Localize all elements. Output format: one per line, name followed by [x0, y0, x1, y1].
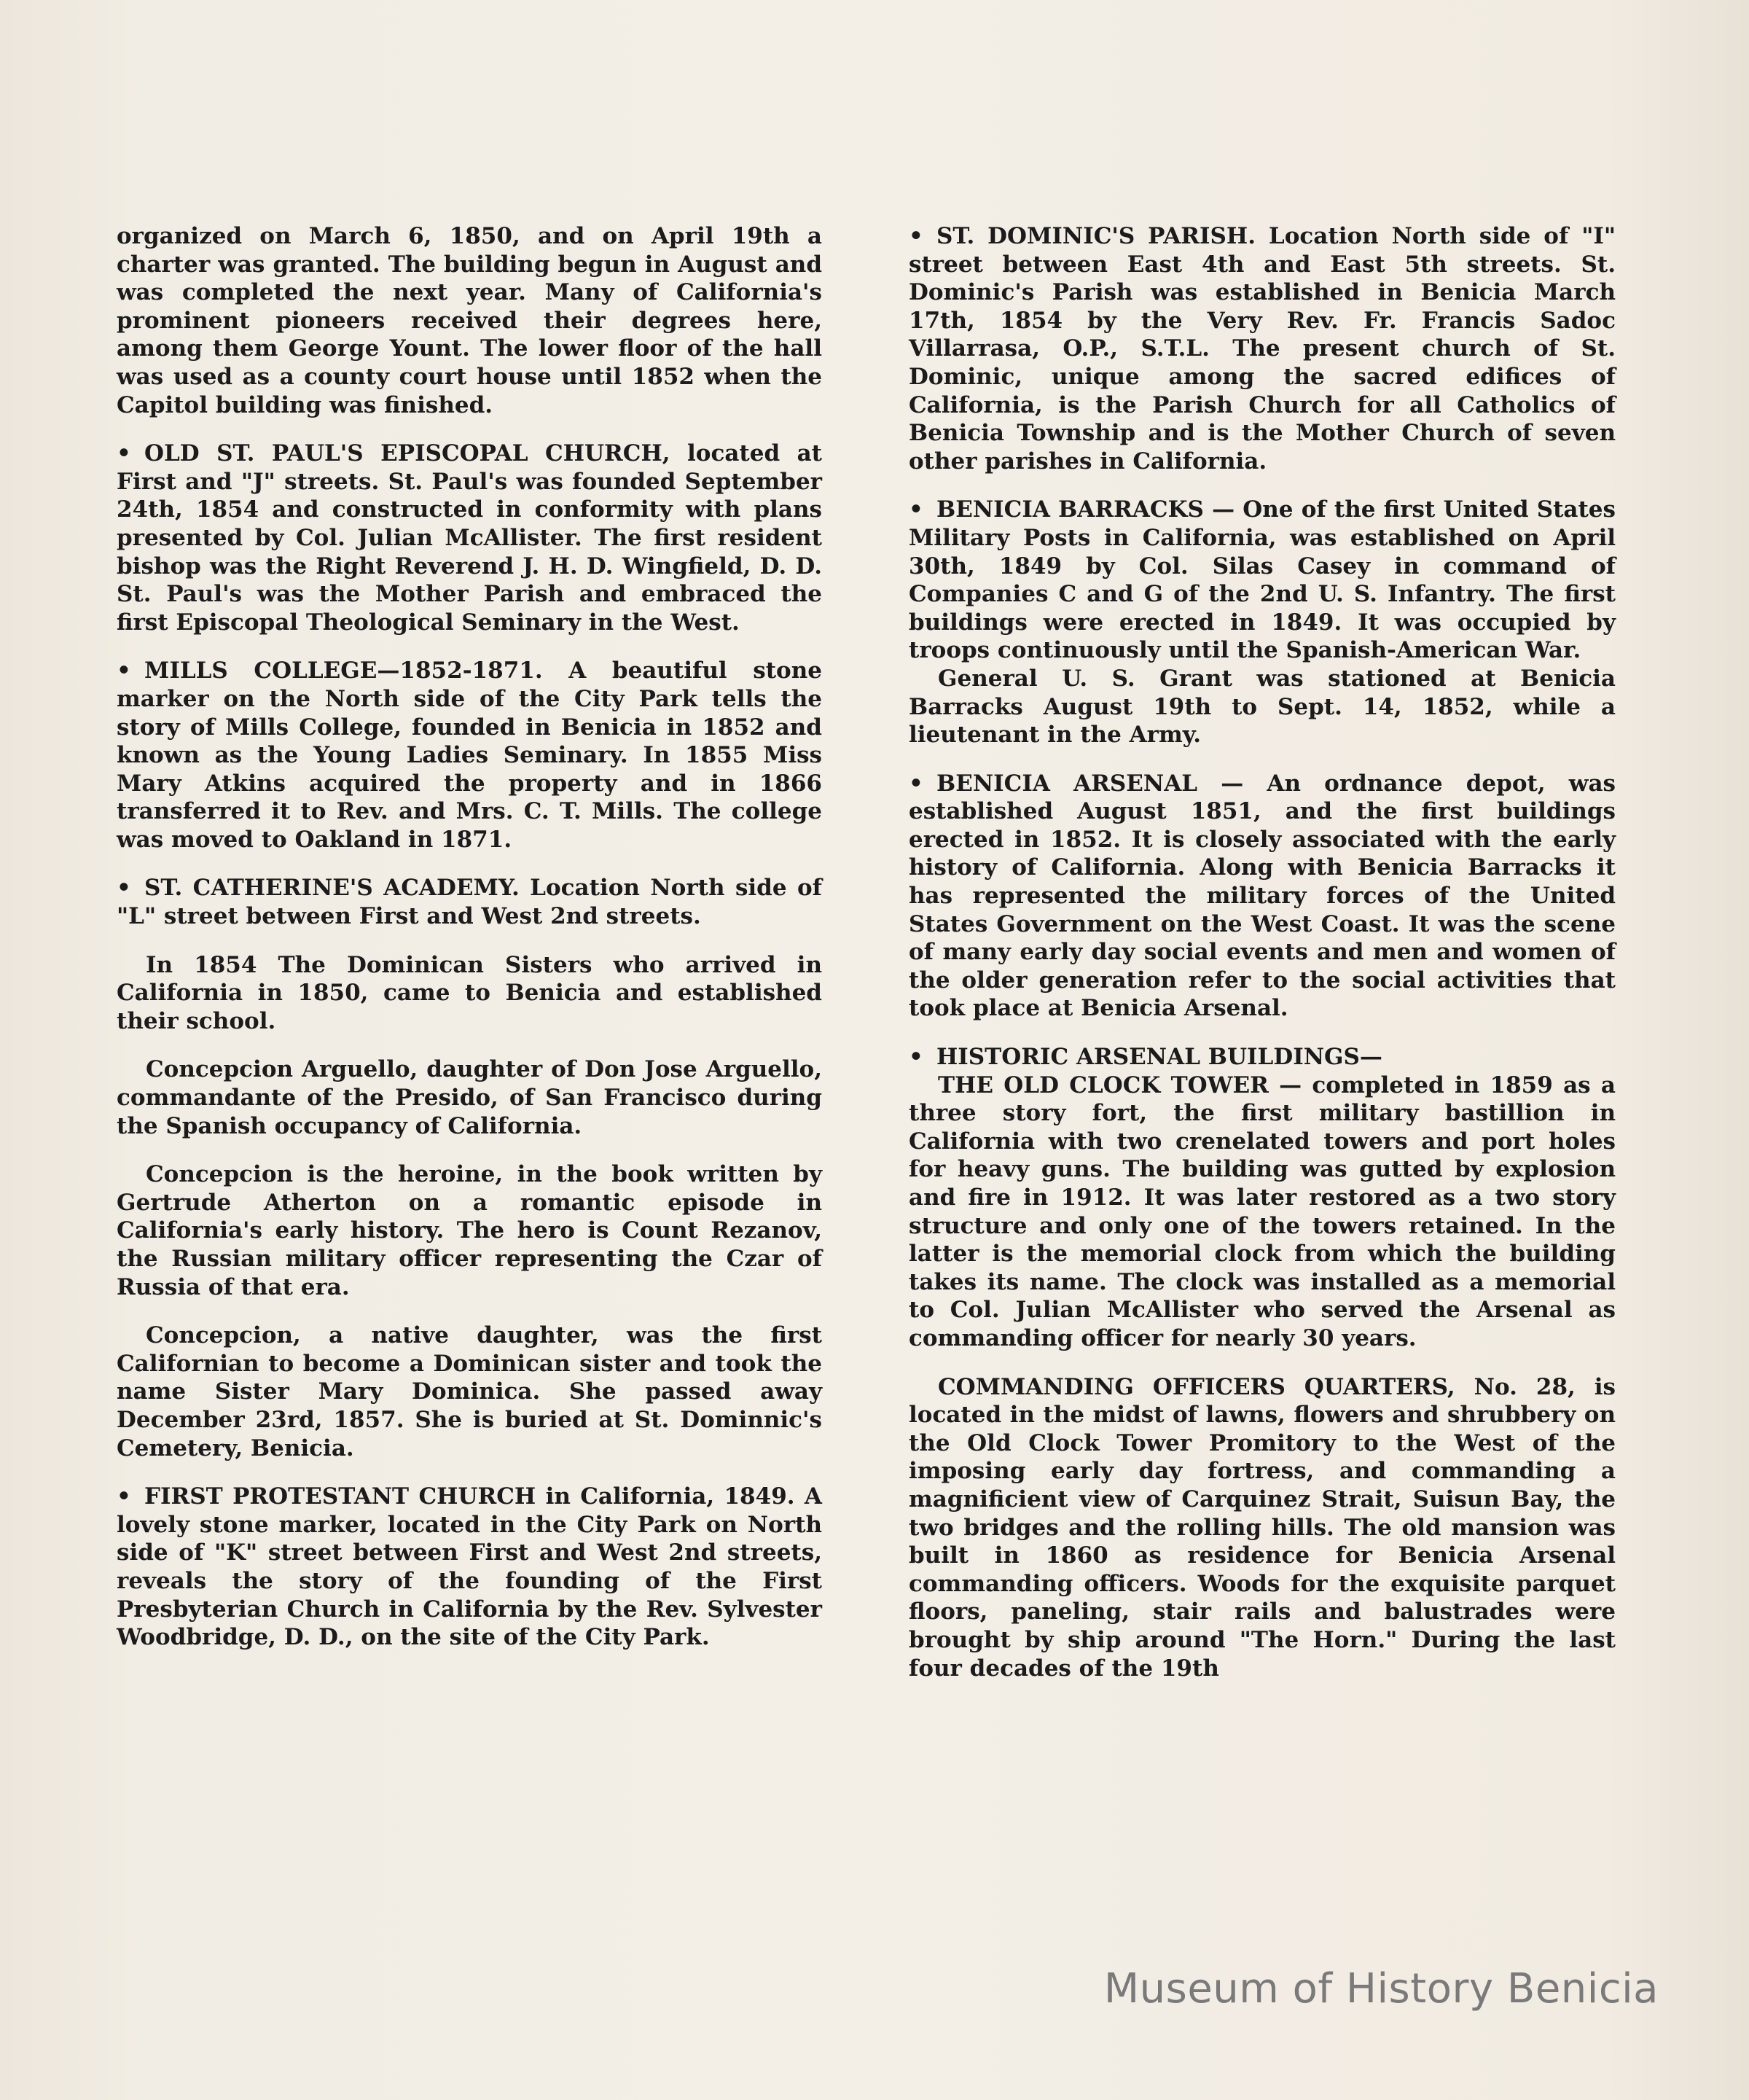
bullet-icon: •: [909, 496, 923, 523]
bullet-icon: •: [117, 1483, 131, 1510]
bullet-icon: •: [909, 1044, 923, 1071]
paragraph-old-clock-tower: THE OLD CLOCK TOWER — completed in 1859 as a three story fort, the first military bastillion in California with two crenelated towers and port holes for heavy guns. The building was gutted by explosion and fire in 1912. It was later restored as a two story structure and only one of the towers retained. In the latter is the memorial clock from which the building takes its name. The clock was installed as a memorial to Col. Julian McAllister who served the Arsenal as commanding officer for nearly 30 years.: [909, 1072, 1616, 1351]
paragraph-dominican-sisters: In 1854 The Dominican Sisters who arrived in California in 1850, came to Benicia and established their school.: [117, 951, 822, 1034]
paragraph-mills-college: • MILLS COLLEGE—1852-1871. A beautiful stone marker on the North side of the City Park tells the story of Mills College, founded in Benicia in 1852 and known as the Young Ladies Seminary. In 1855 Miss Mary Atkins acquired the property and in 1866 transferred it to Rev. and Mrs. C. T. Mills. The college was moved to Oakland in 1871.: [117, 657, 822, 853]
bullet-icon: •: [117, 657, 131, 684]
bullet-icon: •: [909, 223, 923, 249]
paragraph-general-grant: General U. S. Grant was stationed at Benicia Barracks August 19th to Sept. 14, 1852, while a lieutenant in the Army.: [909, 665, 1616, 749]
paragraph-concepcion-sister: Concepcion, a native daughter, was the first Californian to become a Dominican sister and took the name Sister Mary Dominica. She passed away December 23rd, 1857. She is buried at St. Dominnic's Cemetery, Benicia.: [117, 1322, 822, 1461]
paragraph-first-protestant-church: • FIRST PROTESTANT CHURCH in California, 1849. A lovely stone marker, located in the City Park on North side of "K" street between First and West 2nd streets, reveals the story of the founding of the First Presbyterian Church in California by the Rev. Sylvester Woodbridge, D. D., on the site of the City Park.: [117, 1483, 822, 1651]
museum-watermark: Museum of History Benicia: [1103, 1965, 1659, 2013]
paragraph-benicia-arsenal: • BENICIA ARSENAL — An ordnance depot, was established August 1851, and the first buildings erected in 1852. It is closely associated with the early history of California. Along with Benicia Barracks it has represented the military forces of the United States Government on the West Coast. It was the scene of many early day social events and men and women of the older generation refer to the social activities that took place at Benicia Arsenal.: [909, 770, 1616, 1022]
bullet-icon: •: [117, 875, 131, 902]
paragraph-st-catherines: • ST. CATHERINE'S ACADEMY. Location North side of "L" street between First and West 2nd streets.: [117, 875, 822, 930]
paragraph-benicia-barracks: • BENICIA BARRACKS — One of the first United States Military Posts in California, was established on April 30th, 1849 by Col. Silas Casey in command of Companies C and G of the 2nd U. S. Infantry. The first buildings were erected in 1849. It was occupied by troops continuously until the Spanish-American War.: [909, 496, 1616, 664]
paragraph-concepcion-heroine: Concepcion is the heroine, in the book written by Gertrude Atherton on a romantic episode in California's early history. The hero is Count Rezanov, the Russian military officer representing the Czar of Russia of that era.: [117, 1161, 822, 1300]
left-column: [117, 222, 822, 1672]
paragraph-concepcion-arguello: Concepcion Arguello, daughter of Don Jose Arguello, commandante of the Presido, of San Francisco during the Spanish occupancy of California.: [117, 1056, 822, 1139]
heading-historic-arsenal-buildings: • HISTORIC ARSENAL BUILDINGS—: [909, 1044, 1382, 1071]
right-column: [909, 222, 1616, 1703]
bullet-icon: •: [909, 770, 923, 797]
paragraph-charter: organized on March 6, 1850, and on April 19th a charter was granted. The building begun in August and was completed the next year. Many of California's prominent pioneers received their degrees here, among them George Yount. The lower floor of the hall was used as a county court house until 1852 when the Capitol building was finished.: [117, 223, 822, 418]
paragraph-st-pauls: • OLD ST. PAUL'S EPISCOPAL CHURCH, located at First and "J" streets. St. Paul's was founded September 24th, 1854 and constructed in conformity with plans presented by Col. Julian McAllister. The first resident bishop was the Right Reverend J. H. D. Wingfield, D. D. St. Paul's was the Mother Parish and embraced the first Episcopal Theological Seminary in the West.: [117, 440, 822, 636]
paragraph-st-dominics: • ST. DOMINIC'S PARISH. Location North side of "I" street between East 4th and East 5th streets. St. Dominic's Parish was established in Benicia March 17th, 1854 by the Very Rev. Fr. Francis Sadoc Villarrasa, O.P., S.T.L. The present church of St. Dominic, unique among the sacred edifices of California, is the Parish Church for all Catholics of Benicia Township and is the Mother Church of seven other parishes in California.: [909, 223, 1616, 475]
paragraph-commanding-officers-quarters: COMMANDING OFFICERS QUARTERS, No. 28, is located in the midst of lawns, flowers and shrubbery on the Old Clock Tower Promitory to the West of the imposing early day fortress, and commanding a magnificient view of Carquinez Strait, Suisun Bay, the two bridges and the rolling hills. The old mansion was built in 1860 as residence for Benicia Arsenal commanding officers. Woods for the exquisite parquet floors, paneling, stair rails and balustrades were brought by ship around "The Horn." During the last four decades of the 19th: [909, 1373, 1616, 1682]
bullet-icon: •: [117, 440, 131, 467]
